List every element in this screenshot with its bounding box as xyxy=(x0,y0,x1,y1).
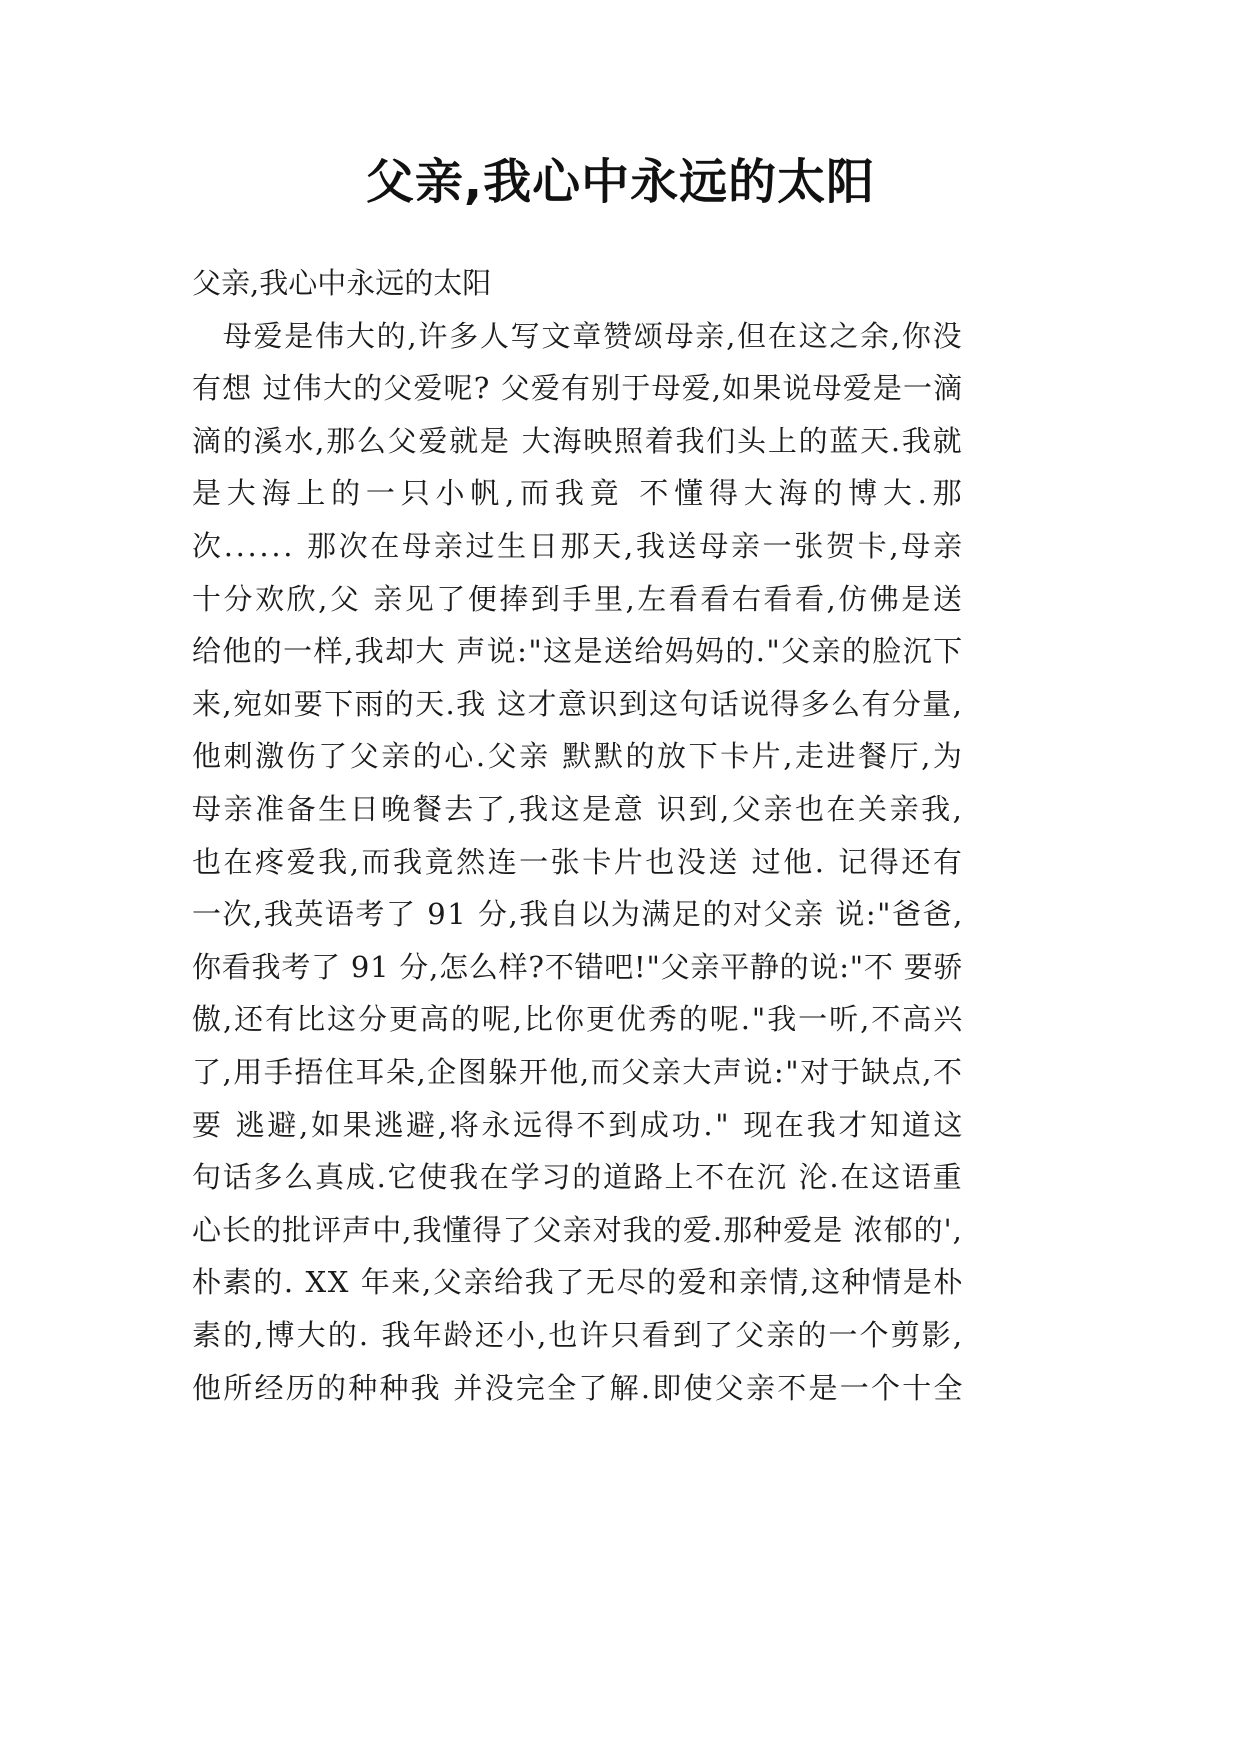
body-line: 给他的一样,我却大 声说:"这是送给妈妈的."父亲的脸沉下 xyxy=(192,634,964,669)
body-line: 一次,我英语考了 91 分,我自以为满足的对父亲 说:"爸爸, xyxy=(192,897,964,932)
body-line: 滴的溪水,那么父爱就是 大海映照着我们头上的蓝天.我就 xyxy=(192,423,964,458)
body-line: 朴素的. XX 年来,父亲给我了无尽的爱和亲情,这种情是朴 xyxy=(192,1265,964,1300)
body-line: 也在疼爱我,而我竟然连一张卡片也没送 过他. 记得还有 xyxy=(192,844,965,879)
body-line: 你看我考了 91 分,怎么样?不错吧!"父亲平静的说:"不 要骄 xyxy=(192,949,964,984)
subtitle-line: 父亲,我心中永远的太阳 xyxy=(192,266,492,300)
body-line: 母亲准备生日晚餐去了,我这是意 识到,父亲也在关亲我, xyxy=(192,792,965,826)
body-line: 来,宛如要下雨的天.我 这才意识到这句话说得多么有分量, xyxy=(192,686,964,721)
body-line: 他所经历的种种我 并没完全了解.即使父亲不是一个十全 xyxy=(192,1370,965,1405)
body-line: 是大海上的一只小帆,而我竟 不懂得大海的博大.那 xyxy=(192,476,968,511)
body-line: 他刺激伤了父亲的心.父亲 默默的放下卡片,走进餐厅,为 xyxy=(192,739,965,774)
body-line: 次...... 那次在母亲过生日那天,我送母亲一张贺卡,母亲 xyxy=(192,529,965,563)
body-line: 有想 过伟大的父爱呢? 父爱有别于母爱,如果说母爱是一滴 xyxy=(192,371,964,406)
body-line: 心长的批评声中,我懂得了父亲对我的爱.那种爱是 浓郁的', xyxy=(192,1212,963,1247)
body-line: 素的,博大的. 我年龄还小,也许只看到了父亲的一个剪影, xyxy=(192,1318,965,1352)
document-title: 父亲,我心中永远的太阳 xyxy=(365,154,876,210)
body-line: 句话多么真成.它使我在学习的道路上不在沉 沦.在这语重 xyxy=(192,1160,964,1195)
body-line: 十分欢欣,父 亲见了便捧到手里,左看看右看看,仿佛是送 xyxy=(192,581,965,616)
body-line: 要 逃避,如果逃避,将永远得不到成功." 现在我才知道这 xyxy=(192,1107,966,1142)
body-line: 母爱是伟大的,许多人写文章赞颂母亲,但在这之余,你没 xyxy=(192,318,964,353)
body-line: 傲,还有比这分更高的呢,比你更优秀的呢."我一听,不高兴 xyxy=(192,1002,965,1037)
body-line: 了,用手捂住耳朵,企图躲开他,而父亲大声说:"对于缺点,不 xyxy=(192,1055,964,1089)
